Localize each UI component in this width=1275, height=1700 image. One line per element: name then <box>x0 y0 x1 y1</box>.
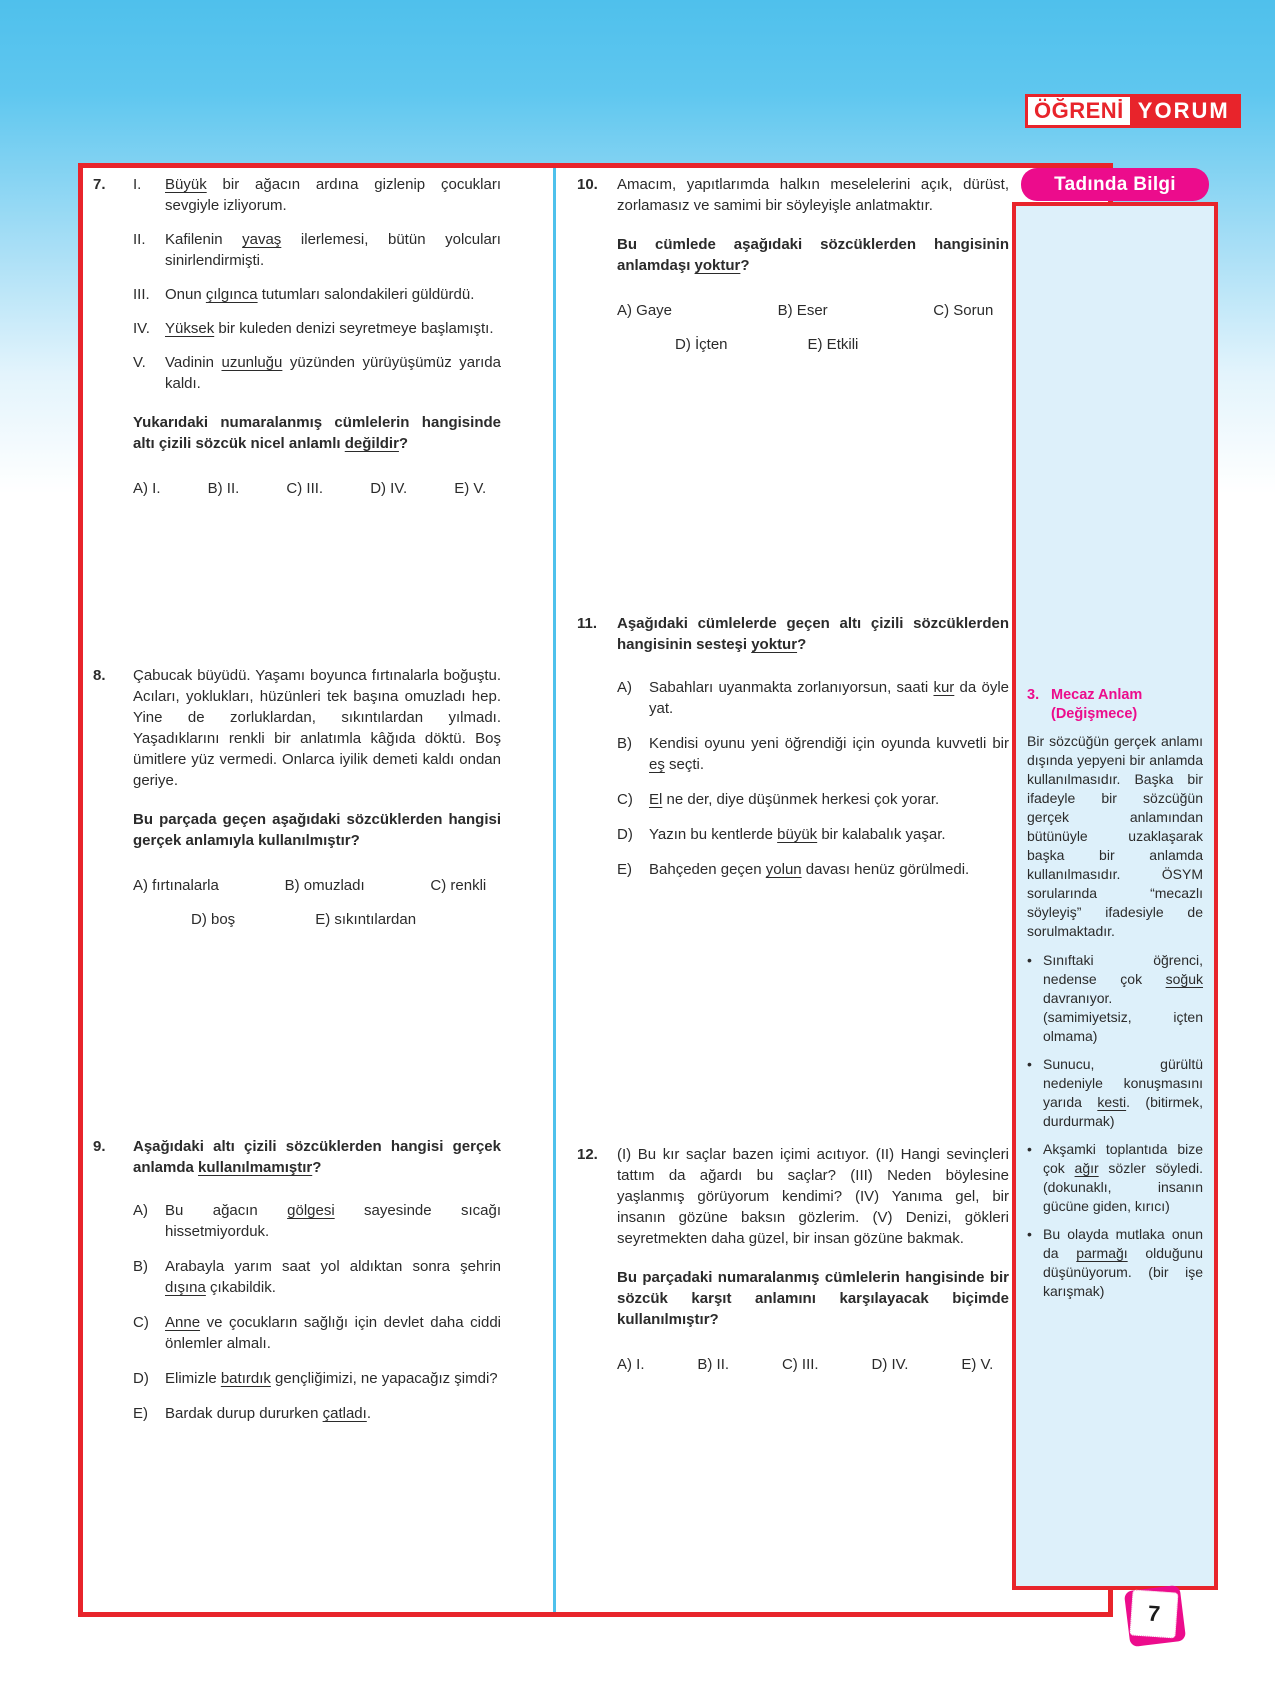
option: E) Etkili <box>807 336 859 353</box>
option: D) IV. <box>871 1356 909 1373</box>
question-stem: Aşağıdaki cümlelerde geçen altı çizili sözcüklerden hangisinin sesteşi yoktur? <box>617 615 1009 653</box>
numbered-sentence: I. Büyük bir ağacın ardına gizlenip çocukları sevgiyle izliyorum. <box>133 176 501 214</box>
page-number: 7 <box>1129 1589 1178 1638</box>
option: B) Arabayla yarım saat yol aldıktan sonra şehrin dışına çıkabildik. <box>133 1258 501 1296</box>
option: D) Yazın bu kentlerde büyük bir kalabalık yaşar. <box>617 826 946 843</box>
option: C) Sorun <box>933 302 994 319</box>
option: B) II. <box>207 480 240 497</box>
option: A) I. <box>133 480 161 497</box>
option: B) Eser <box>777 302 828 319</box>
question-number: 10. <box>577 176 598 193</box>
option: A) I. <box>617 1356 645 1373</box>
option: C) III. <box>781 1356 819 1373</box>
option: E) V. <box>454 480 487 497</box>
question-number: 12. <box>577 1146 598 1163</box>
answer-options-row1 <box>133 875 486 896</box>
option: A) Gaye <box>617 302 673 319</box>
question-10 <box>577 174 1009 355</box>
question-paragraph: (I) Bu kır saçlar bazen içimi acıtıyor. (II) Hangi sevinçleri tattım da ağardı bu saçlar? (III) Neden böylesine yaşlanmış görüyorum kendimi? (IV) Yanıma gel, bir insanın gözüne baksın gözlerim. (V) Denizi, gökleri seyretmekten daha güzel, bir insan gözüne bakmak. <box>617 1146 1009 1247</box>
option: A) Sabahları uyanmakta zorlanıyorsun, saati kur da öyle yat. <box>617 679 1010 717</box>
option: D) IV. <box>370 480 408 497</box>
question-stem: Bu parçada geçen aşağıdaki sözcüklerden hangisi gerçek anlamıyla kullanılmıştır? <box>133 811 501 849</box>
question-number: 11. <box>577 615 598 632</box>
left-column <box>93 168 501 1438</box>
answer-options-row2 <box>191 909 501 930</box>
option: E) Bahçeden geçen yolun davası henüz görülmedi. <box>617 861 970 878</box>
brand-logo-right: YORUM <box>1130 97 1238 125</box>
option: E) V. <box>961 1356 994 1373</box>
option: B) omuzladı <box>284 877 365 894</box>
option: C) renkli <box>430 877 487 894</box>
question-11 <box>577 613 1009 894</box>
option: D) İçten <box>675 336 728 353</box>
sidebar-paragraph: Bir sözcüğün gerçek anlamı dışında yepyeni bir anlamda kullanılmasıdır. Başka bir ifadeyle bir sözcüğün gerçek anlamından bütünüyle uzaklaşarak başka bir anlamda kullanılmasıdır. ÖSYM sorularında “mecazlı söyleyiş” ifadesiyle de sorulmaktadır. <box>1027 733 1203 939</box>
question-paragraph: Çabucak büyüdü. Yaşamı boyunca fırtınalarla boğuştu. Acıları, yoklukları, hüzünleri tek başına omuzladı hep. Yine de zorluklardan, sıkıntılardan yılmadı. Yaşadıklarını renkli bir anlatımla kâğıda döktü. Boş ümitlere yüz vermedi. Onlarca iyilik demeti kaldı ondan geriye. <box>133 667 501 789</box>
question-stem: Yukarıdaki numaralanmış cümlelerin hangisinde altı çizili sözcük nicel anlamlı değildir? <box>133 414 501 452</box>
sidebar-title-badge: Tadında Bilgi <box>1021 168 1209 201</box>
right-column <box>577 168 1009 1375</box>
answer-options <box>617 1354 993 1375</box>
option: A) Bu ağacın gölgesi sayesinde sıcağı hissetmiyorduk. <box>133 1202 501 1240</box>
option: D) Elimizle batırdık gençliğimizi, ne yapacağız şimdi? <box>133 1370 498 1387</box>
question-12 <box>577 1144 1009 1375</box>
option: B) Kendisi oyunu yeni öğrendiği için oyunda kuvvetli bir eş seçti. <box>617 735 1009 773</box>
option: C) El ne der, diye düşünmek herkesi çok yorar. <box>617 791 940 808</box>
spacer <box>93 930 501 1136</box>
spacer <box>93 499 501 665</box>
answer-options-row2 <box>675 334 1009 355</box>
numbered-sentence: III. Onun çılgınca tutumları salondakileri güldürdü. <box>133 286 475 303</box>
numbered-sentence: II. Kafilenin yavaş ilerlemesi, bütün yolcuları sinirlendirmişti. <box>133 231 501 269</box>
questions-panel <box>78 163 1113 1617</box>
numbered-sentence: IV. Yüksek bir kuleden denizi seyretmeye başlamıştı. <box>133 320 494 337</box>
brand-logo <box>1025 94 1241 128</box>
question-stem: Aşağıdaki altı çizili sözcüklerden hangisi gerçek anlamda kullanılmamıştır? <box>133 1138 501 1176</box>
brand-logo-left: ÖĞRENİ <box>1028 97 1130 125</box>
sidebar-bullet: • Sınıftaki öğrenci, nedense çok soğuk davranıyor. (samimiyetsiz, içten olmama) <box>1027 952 1203 1044</box>
option: E) sıkıntılardan <box>315 911 417 928</box>
question-number: 7. <box>93 176 106 193</box>
column-divider <box>553 168 556 1612</box>
sidebar-note-heading: 3. Mecaz Anlam (Değişmece) <box>1027 687 1143 722</box>
question-number: 8. <box>93 667 106 684</box>
option: A) fırtınalarla <box>133 877 219 894</box>
option: D) boş <box>191 911 236 928</box>
option: E) Bardak durup dururken çatladı. <box>133 1405 371 1422</box>
answer-options <box>133 478 486 499</box>
spacer <box>577 355 1009 613</box>
answer-options <box>617 677 1009 880</box>
sidebar-bullet: • Bu olayda mutlaka onun da parmağı olduğunu düşünüyorum. (bir işe karışmak) <box>1027 1226 1203 1299</box>
option: B) II. <box>697 1356 730 1373</box>
numbered-sentence: V. Vadinin uzunluğu yüzünden yürüyüşümüz yarıda kaldı. <box>133 354 501 392</box>
question-stem: Bu cümlede aşağıdaki sözcüklerden hangisinin anlamdaşı yoktur? <box>617 236 1009 274</box>
sidebar-bullet: • Akşamki toplantıda bize çok ağır sözler söyledi. (dokunaklı, insanın gücüne giden, kırıcı) <box>1027 1141 1203 1214</box>
question-8 <box>93 665 501 930</box>
question-paragraph: Amacım, yapıtlarımda halkın meselelerini açık, dürüst, zorlamasız ve samimi bir söyleyişle anlatmaktır. <box>617 176 1009 214</box>
option: C) III. <box>286 480 324 497</box>
answer-options <box>133 1200 501 1424</box>
answer-options-row1 <box>617 300 993 321</box>
question-stem: Bu parçadaki numaralanmış cümlelerin hangisinde bir sözcük karşıt anlamını karşılayacak biçimde kullanılmıştır? <box>617 1269 1009 1328</box>
option: C) Anne ve çocukların sağlığı için devlet daha ciddi önlemler almalı. <box>133 1314 501 1352</box>
question-number: 9. <box>93 1138 106 1155</box>
sidebar-bullet: • Sunucu, gürültü nedeniyle konuşmasını yarıda kesti. (bitirmek, durdurmak) <box>1027 1056 1203 1129</box>
info-sidebar <box>1012 202 1218 1590</box>
page-number-badge <box>1127 1588 1183 1644</box>
question-9 <box>93 1136 501 1438</box>
spacer <box>577 894 1009 1144</box>
question-7 <box>93 174 501 499</box>
